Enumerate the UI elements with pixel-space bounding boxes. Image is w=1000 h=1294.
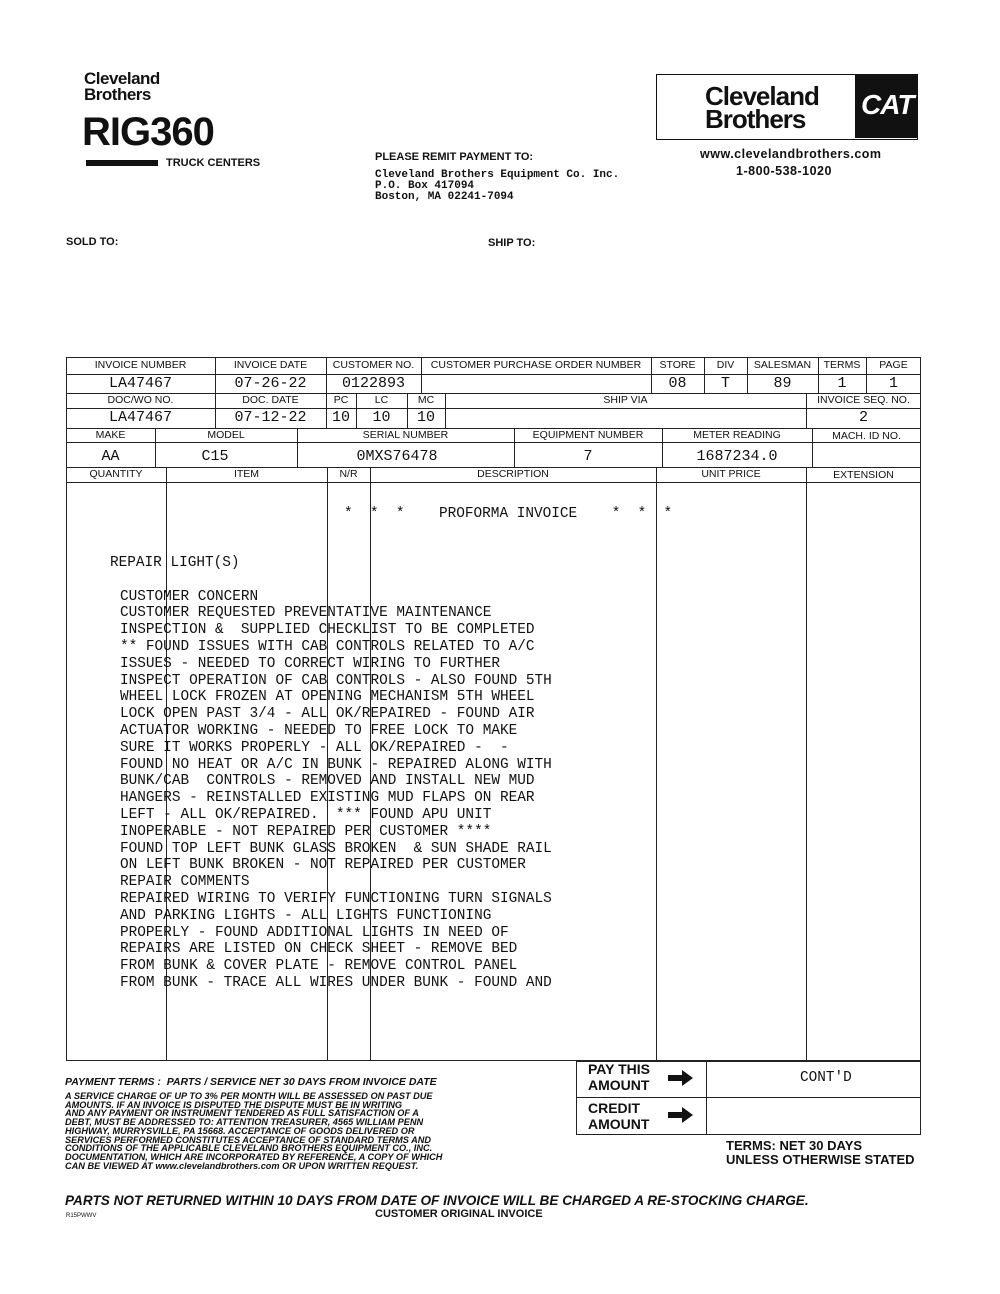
doc-wo-no: LA47467 (108, 409, 172, 426)
copy-label: CUSTOMER ORIGINAL INVOICE (375, 1208, 543, 1220)
cat-logo-text: CAT (861, 89, 914, 120)
remit-label: PLEASE REMIT PAYMENT TO: (375, 151, 534, 163)
pc: 10 (331, 409, 350, 426)
description-line: WHEEL LOCK FROZEN AT OPENING MECHANISM 5TH WHEEL (120, 689, 535, 706)
fine-print-line: DOCUMENTATION, WHICH ARE INCORPORATED BY REFERENCE, A COPY OF WHICH (65, 1151, 443, 1162)
hdr-pc: PC (333, 394, 349, 406)
description-line: LOCK OPEN PAST 3/4 - ALL OK/REPAIRED - FOUND AIR (120, 706, 535, 723)
customer-no: 0122893 (341, 375, 405, 392)
mc: 10 (416, 409, 435, 426)
fine-print (65, 1092, 565, 1170)
ship-to-label: SHIP TO: (488, 237, 536, 249)
fine-print-line: HIGHWAY, MURRYSVILLE, PA 15668. ACCEPTANCE OF GOODS DELIVERED OR (65, 1125, 415, 1136)
description-line: AND PARKING LIGHTS - ALL LIGHTS FUNCTIONING (120, 907, 492, 924)
make: AA (101, 448, 120, 465)
remit-line3: Boston, MA 02241-7094 (375, 191, 514, 203)
cat-badge (855, 75, 917, 138)
credit-label-2: AMOUNT (588, 1116, 650, 1132)
hdr-store: STORE (659, 359, 696, 371)
remit-line1: Cleveland Brothers Equipment Co. Inc. (375, 169, 620, 181)
fine-print-line: DEBT, MUST BE ADDRESSED TO: ATTENTION TREASURER, 4565 WILLIAM PENN (65, 1117, 424, 1128)
hdr-mach-id: MACH. ID NO. (832, 430, 901, 442)
hdr-meter-reading: METER READING (693, 429, 781, 441)
fine-print-line: SERVICES PERFORMED CONSTITUTES ACCEPTANCE OF STANDARD TERMS AND (65, 1134, 431, 1145)
description-line: FOUND NO HEAT OR A/C IN BUNK - REPAIRED ALONG WITH (120, 756, 552, 773)
sold-to-label: SOLD TO: (66, 236, 119, 248)
phone: 1-800-538-1020 (736, 164, 832, 178)
restocking-notice: PARTS NOT RETURNED WITHIN 10 DAYS FROM DATE OF INVOICE WILL BE CHARGED A RE-STOCKING CHARGE. (65, 1193, 809, 1208)
logo-tagline: TRUCK CENTERS (166, 157, 261, 169)
invoice-number: LA47467 (108, 375, 172, 392)
description-line: INOPERABLE - NOT REPAIRED PER CUSTOMER **** (120, 823, 492, 840)
hdr-unit-price: UNIT PRICE (701, 468, 761, 480)
salesman: 89 (773, 375, 792, 392)
pay-this-label-1: PAY THIS (588, 1061, 650, 1077)
hdr-customer-no: CUSTOMER NO. (332, 359, 415, 371)
description-line: FROM BUNK & COVER PLATE - REMOVE CONTROL PANEL (120, 958, 518, 975)
proforma-banner: * * * PROFORMA INVOICE * * * (344, 506, 673, 522)
hdr-doc-wo-no: DOC/WO NO. (107, 394, 174, 406)
description-line: FROM BUNK - TRACE ALL WIRES UNDER BUNK - FOUND AND (120, 974, 552, 991)
hdr-invoice-number: INVOICE NUMBER (94, 359, 187, 371)
description-line: ** FOUND ISSUES WITH CAB CONTROLS RELATED TO A/C (120, 638, 535, 655)
invoice-seq-no: 2 (858, 409, 868, 426)
hdr-lc: LC (374, 394, 389, 406)
section-title: REPAIR LIGHT(S) (110, 555, 240, 571)
payment-terms: PAYMENT TERMS : PARTS / SERVICE NET 30 DAYS FROM INVOICE DATE (65, 1076, 437, 1088)
fine-print-line: AND ANY PAYMENT OR INSTRUMENT TENDERED AS FULL SATISFACTION OF A (65, 1108, 419, 1119)
meter-reading: 1687234.0 (696, 448, 778, 465)
description-line: ON LEFT BUNK BROKEN - NOT REPAIRED PER CUSTOMER (120, 857, 526, 874)
hdr-extension: EXTENSION (833, 469, 894, 481)
logo-company-line1: Cleveland (84, 69, 160, 88)
description-line: INSPECT OPERATION OF CAB CONTROLS - ALSO FOUND 5TH (120, 672, 552, 689)
hdr-item: ITEM (233, 468, 260, 480)
pay-arrow-icon (668, 1069, 694, 1087)
hdr-salesman: SALESMAN (753, 359, 812, 371)
description-line: BUNK/CAB CONTROLS - REMOVED AND INSTALL NEW MUD (120, 773, 535, 790)
hdr-nr: N/R (339, 468, 358, 480)
logo-brand: RIG360 (82, 110, 214, 154)
description-line: CUSTOMER REQUESTED PREVENTATIVE MAINTENANCE (120, 605, 492, 622)
hdr-customer-po: CUSTOMER PURCHASE ORDER NUMBER (430, 359, 642, 371)
hdr-serial-number: SERIAL NUMBER (362, 429, 449, 441)
rig360-logo (82, 70, 272, 175)
credit-label-1: CREDIT (588, 1100, 641, 1116)
fine-print-line: AMOUNTS. IF AN INVOICE IS DISPUTED THE DISPUTE MUST BE IN WRITING (65, 1099, 403, 1110)
store: 08 (668, 375, 687, 392)
terms-line1: TERMS: NET 30 DAYS (726, 1138, 863, 1153)
doc-date: 07-12-22 (234, 409, 307, 426)
hdr-invoice-seq: INVOICE SEQ. NO. (817, 394, 910, 406)
terms: 1 (837, 375, 847, 392)
hdr-ship-via: SHIP VIA (603, 394, 648, 406)
fine-print-line: A SERVICE CHARGE OF UP TO 3% PER MONTH WILL BE ASSESSED ON PAST DUE (65, 1091, 433, 1101)
hdr-page: PAGE (879, 359, 908, 371)
form-code: R15PWWV (66, 1213, 97, 1219)
equipment-number: 7 (583, 448, 593, 465)
hdr-div: DIV (716, 359, 735, 371)
div: T (720, 375, 730, 392)
hdr-quantity: QUANTITY (89, 468, 143, 480)
fine-print-line: CAN BE VIEWED AT www.clevelandbrothers.com OR UPON WRITTEN REQUEST. (65, 1160, 419, 1171)
fine-print-line: CONDITIONS OF THE APPLICABLE CLEVELAND BROTHERS EQUIPMENT CO., INC. (65, 1143, 433, 1154)
cleveland-brothers-cat-logo (656, 74, 918, 140)
pay-this-label-2: AMOUNT (588, 1077, 650, 1093)
description-line: ISSUES - NEEDED TO CORRECT WIRING TO FURTHER (120, 655, 500, 672)
description-line: CUSTOMER CONCERN (120, 588, 259, 605)
serial-number: 0MXS76478 (356, 448, 438, 465)
hdr-make: MAKE (95, 429, 126, 441)
logo-company-line2: Brothers (84, 85, 151, 104)
pay-amount-value: CONT'D (800, 1070, 852, 1086)
description-line: PROPERLY - FOUND ADDITIONAL LIGHTS IN NEED OF (120, 924, 509, 941)
hdr-invoice-date: INVOICE DATE (233, 359, 308, 371)
right-logo-line1: Cleveland (705, 81, 819, 111)
hdr-model: MODEL (207, 429, 245, 441)
hdr-equipment-number: EQUIPMENT NUMBER (532, 429, 644, 441)
logo-bar (86, 160, 158, 166)
description-line: INSPECTION & SUPPLIED CHECKLIST TO BE COMPLETED (120, 622, 535, 639)
terms-line2: UNLESS OTHERWISE STATED (726, 1152, 915, 1167)
hdr-mc: MC (417, 394, 435, 406)
hdr-terms: TERMS (823, 359, 861, 371)
description-line: ACTUATOR WORKING - NEEDED TO FREE LOCK TO MAKE (120, 722, 518, 739)
website: www.clevelandbrothers.com (700, 147, 882, 161)
right-logo-line2: Brothers (705, 104, 806, 134)
hdr-description: DESCRIPTION (477, 468, 549, 480)
model: C15 (201, 448, 229, 465)
description-line: FOUND TOP LEFT BUNK GLASS BROKEN & SUN SHADE RAIL (120, 840, 552, 857)
hdr-doc-date: DOC. DATE (242, 394, 299, 406)
description-line: REPAIR COMMENTS (120, 874, 250, 891)
description-line: REPAIRS ARE LISTED ON CHECK SHEET - REMOVE BED (120, 941, 518, 958)
invoice-date: 07-26-22 (234, 375, 307, 392)
description-line: REPAIRED WIRING TO VERIFY FUNCTIONING TURN SIGNALS (120, 890, 552, 907)
description-line: LEFT - ALL OK/REPAIRED. *** FOUND APU UNIT (120, 806, 492, 823)
description-line: SURE IT WORKS PROPERLY - ALL OK/REPAIRED - - (120, 739, 509, 756)
lc: 10 (372, 409, 391, 426)
remit-line2: P.O. Box 417094 (375, 180, 475, 192)
credit-arrow-icon (668, 1106, 694, 1124)
description-line: HANGERS - REINSTALLED EXISTING MUD FLAPS ON REAR (120, 790, 535, 807)
page: 1 (888, 375, 898, 392)
